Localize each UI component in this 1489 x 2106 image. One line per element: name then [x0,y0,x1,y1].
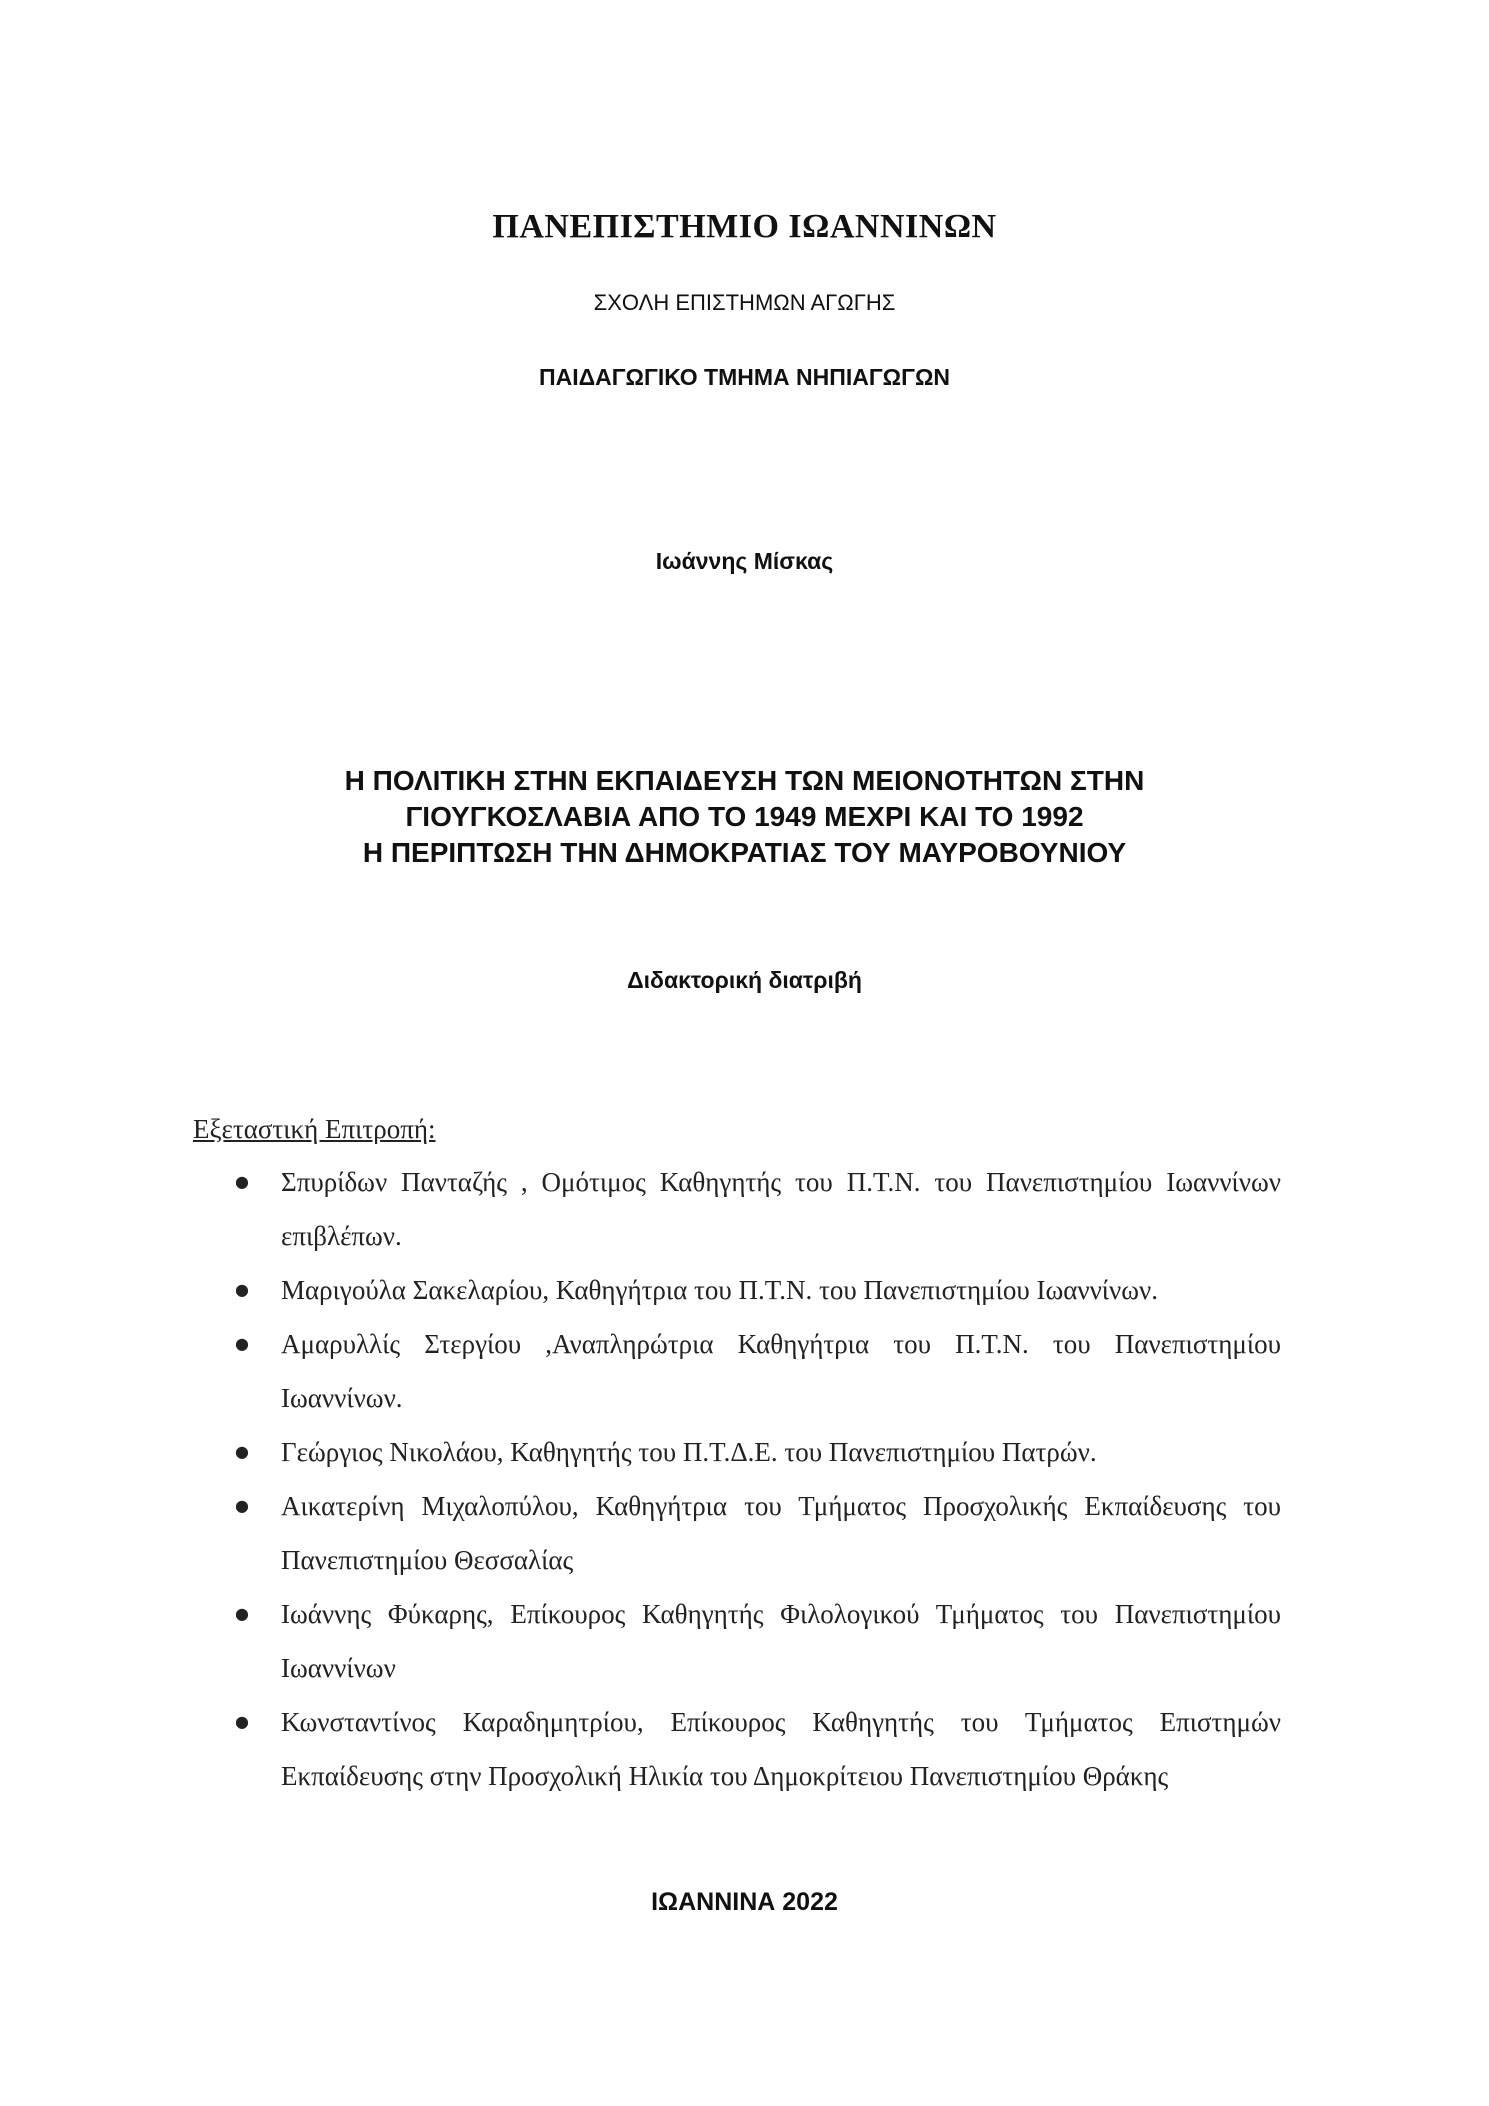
committee-member-text: Ιωάννης Φύκαρης, Επίκουρος Καθηγητής Φιλολογικού Τμήματος του Πανεπιστημίου Ιωαννίνων [281,1599,1281,1683]
committee-member [193,1263,1281,1317]
thesis-title-line: Η ΠΟΛΙΤΙΚΗ ΣΤΗΝ ΕΚΠΑΙΔΕΥΣΗ ΤΩΝ ΜΕΙΟΝΟΤΗΤΩΝ ΣΤΗΝ [344,765,1145,796]
committee-member-text: Κωνσταντίνος Καραδημητρίου, Επίκουρος Καθηγητής του Τμήματος Επιστημών Εκπαίδευσης στην Προσχολική Ηλικία του Δημοκρίτειου Πανεπιστημίου Θράκης [281,1707,1281,1791]
committee-member [193,1587,1281,1695]
place-and-year: ΙΩΑΝΝΙΝΑ 2022 [651,1888,838,1916]
committee-member-text: Σπυρίδων Πανταζής , Ομότιμος Καθηγητής του Π.Τ.Ν. του Πανεπιστημίου Ιωαννίνων επιβλέπων. [281,1167,1281,1251]
committee-member-text: Μαριγούλα Σακελαρίου, Καθηγήτρια του Π.Τ.Ν. του Πανεπιστημίου Ιωαννίνων. [281,1275,1158,1305]
university-name: ΠΑΝΕΠΙΣΤΗΜΙΟ ΙΩΑΝΝΙΝΩΝ [492,208,997,245]
school-name: ΣΧΟΛΗ ΕΠΙΣΤΗΜΩΝ ΑΓΩΓΗΣ [593,290,896,315]
committee-member [193,1479,1281,1587]
bullet-icon: ● [235,1496,249,1515]
bullet-icon: ● [235,1712,249,1731]
committee-member-text: Αμαρυλλίς Στεργίου ,Αναπληρώτρια Καθηγήτρια του Π.Τ.Ν. του Πανεπιστημίου Ιωαννίνων. [281,1329,1281,1413]
thesis-title [0,763,1489,871]
thesis-title-line: Η ΠΕΡΙΠΤΩΣΗ ΤΗΝ ΔΗΜΟΚΡΑΤΙΑΣ ΤΟΥ ΜΑΥΡΟΒΟΥΝΙΟΥ [362,837,1127,868]
thesis-title-line: ΓΙΟΥΓΚΟΣΛΑΒΙΑ ΑΠΟ ΤΟ 1949 ΜΕΧΡΙ ΚΑΙ ΤΟ 1992 [405,801,1084,832]
department-name: ΠΑΙΔΑΓΩΓΙΚΟ ΤΜΗΜΑ ΝΗΠΙΑΓΩΓΩΝ [538,364,950,390]
committee-member-text: Αικατερίνη Μιχαλοπύλου, Καθηγήτρια του Τμήματος Προσχολικής Εκπαίδευσης του Πανεπιστημίου Θεσσαλίας [281,1491,1281,1575]
committee-member [193,1425,1281,1479]
committee-label: Εξεταστική Επιτροπή: [193,1114,436,1144]
committee-member [193,1155,1281,1263]
author-name: Ιωάννης Μίσκας [655,548,834,574]
bullet-icon: ● [235,1280,249,1299]
bullet-icon: ● [235,1334,249,1353]
document-type: Διδακτορική διατριβή [627,967,862,993]
committee-member [193,1317,1281,1425]
bullet-icon: ● [235,1604,249,1623]
bullet-icon: ● [235,1442,249,1461]
committee-member-list [193,1155,1293,1803]
examination-committee [193,1114,1293,1803]
committee-member [193,1695,1281,1803]
committee-member-text: Γεώργιος Νικολάου, Καθηγητής του Π.Τ.Δ.Ε. του Πανεπιστημίου Πατρών. [281,1437,1097,1467]
bullet-icon: ● [235,1172,249,1191]
